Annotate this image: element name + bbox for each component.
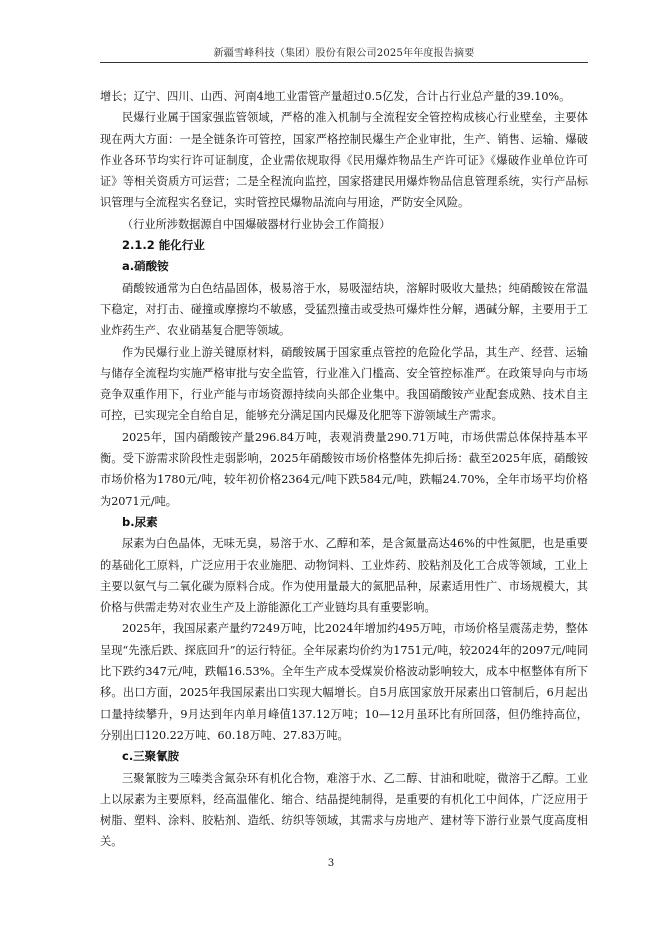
paragraph-industry-barriers: 民爆行业属于国家强监管领域，严格的准入机制与全流程安全管控构成核心行业壁垒，主要体现在两大方面：一是全链条许可管控，国家严格控制民爆生产企业审批，生产、销售、运输、爆破作业各环节均实行许可证制度，企业需依规取得《民用爆炸物品生产许可证》《爆破作业单位许可证》等相关资质方可运营；二是全程流向监控，国家搭建民用爆炸物品信息管理系统，实行产品标识管理与全流程实名登记，实时管控民爆物品流向与用途，严防安全风险。 [100,111,588,210]
body-text [100,86,588,853]
section-heading-energy-chemical: 2.1.2 能化行业 [122,238,205,253]
header-divider [100,62,588,63]
paragraph-ammonium-nitrate-market: 2025年，国内硝酸铵产量296.84万吨，表观消费量290.71万吨，市场供需总体保持基本平衡。受下游需求阶段性走弱影响，2025年硝酸铵市场价格整体先抑后扬：截至2025年底，硝酸铵市场价格为1780元/吨，较年初价格2364元/吨下跌584元/吨，跌幅24.70%，全年市场平均价格为2071元/吨。 [100,430,588,508]
subheading-ammonium-nitrate: a.硝酸铵 [122,259,169,274]
running-header: 新疆雪峰科技（集团）股份有限公司2025年年度报告摘要 [213,48,475,59]
subheading-melamine: c.三聚氰胺 [122,749,180,764]
paragraph-melamine-properties: 三聚氰胺为三嗪类含氮杂环有机化合物，难溶于水、乙二醇、甘油和吡啶，微溶于乙醇。工业上以尿素为主要原料，经高温催化、缩合、结晶提纯制得，是重要的有机化工中间体，广泛应用于树脂、塑料、涂料、胶粘剂、造纸、纺织等领域，其需求与房地产、建材等下游行业景气度高度相关。 [100,771,588,849]
paragraph-data-source: （行业所涉数据源自中国爆破器材行业协会工作简报） [122,217,391,231]
page-number: 3 [327,858,335,869]
paragraph-continued: 增长；辽宁、四川、山西、河南4地工业雷管产量超过0.5亿发，合计占行业总产量的39.10%。 [100,90,571,103]
subheading-urea: b.尿素 [122,514,158,529]
paragraph-ammonium-nitrate-properties: 硝酸铵通常为白色结晶固体，极易溶于水，易吸湿结块，溶解时吸收大量热；纯硝酸铵在常温下稳定，对打击、碰撞或摩擦均不敏感，受猛烈撞击或受热可爆炸性分解，遇碱分解，主要用于工业炸药生产、农业硝基复合肥等领域。 [100,281,588,338]
paragraph-urea-properties: 尿素为白色晶体，无味无臭，易溶于水、乙醇和苯，是含氮量高达46%的中性氮肥，也是重要的基础化工原料，广泛应用于农业施肥、动物饲料、工业炸药、胶粘剂及化工合成等领域，工业上主要以氨气与二氧化碳为原料合成。作为使用量最大的氮肥品种，尿素适用性广、市场规模大，其价格与供需走势对农业生产及上游能源化工产业链均具有重要影响。 [100,537,588,615]
paragraph-ammonium-nitrate-regulation: 作为民爆行业上游关键原材料，硝酸铵属于国家重点管控的危险化学品，其生产、经营、运输与储存全流程均实施严格审批与安全监管，行业准入门槛高、安全管控标准严。在政策导向与市场竞争双重作用下，行业产能与市场资源持续向头部企业集中。我国硝酸铵产业配套成熟、技术自主可控，已实现完全自给自足，能够充分满足国内民爆及化肥等下游领域生产需求。 [100,345,588,423]
paragraph-urea-market: 2025年，我国尿素产量约7249万吨，比2024年增加约495万吨，市场价格呈震荡走势，整体呈现“先涨后跌、探底回升”的运行特征。全年尿素均价约为1751元/吨，较2024年的2097元/吨同比下跌约347元/吨，跌幅16.53%。全年生产成本受煤炭价格波动影响较大，成本中枢整体有所下移。出口方面，2025年我国尿素出口实现大幅增长。自5月底国家放开尿素出口管制后，6月起出口量持续攀升，9月达到年内单月峰值137.12万吨；10—12月虽环比有所回落，但仍维持高位，分别出口120.22万吨、60.18万吨、27.83万吨。 [100,622,588,742]
